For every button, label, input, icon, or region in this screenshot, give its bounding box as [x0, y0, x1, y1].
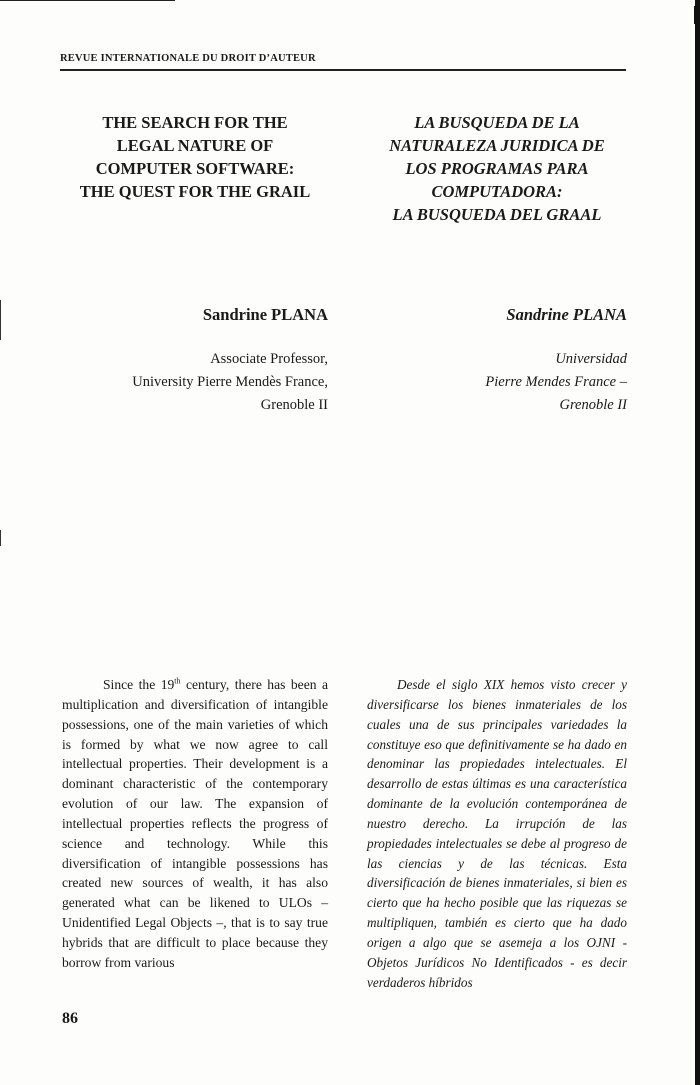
right-page-edge — [695, 0, 700, 1085]
spanish-author: Sandrine PLANA — [506, 305, 627, 324]
right-edge-mark — [694, 6, 696, 24]
english-body-rest: century, there has been a multiplication and diversification of intangible possessions, one of the main varieties of which is formed by what we now agree to call intellectual properties. Their development is a dominant characteristic of the contemporary evolution of our law. The expansion of intellectual properties reflects the progress of science and technology. While this diversification of intangible possessions has created new sources of wealth, it has also generated what can be likened to ULOs – Unidentified Legal Objects –, that is to say true hybrids that are difficult to place because they borrow from various — [62, 677, 328, 970]
spanish-title-line: NATURALEZA JURIDICA DE — [389, 136, 605, 155]
english-body-paragraph — [62, 675, 328, 973]
english-body-start: Since the 19 — [103, 677, 175, 692]
spanish-title-line: LA BUSQUEDA DEL GRAAL — [392, 205, 602, 224]
english-title-line: COMPUTER SOFTWARE: — [95, 159, 295, 178]
running-header: REVUE INTERNATIONALE DU DROIT D’AUTEUR — [60, 53, 316, 64]
english-affiliation-line: Associate Professor, — [210, 351, 328, 367]
top-border-line — [0, 0, 175, 1]
page-number: 86 — [62, 1010, 78, 1027]
spanish-title-line: COMPUTADORA: — [431, 182, 563, 201]
spanish-title — [367, 111, 627, 226]
english-affiliation — [62, 348, 328, 417]
spanish-affiliation-line: Grenoble II — [559, 397, 627, 413]
english-affiliation-line: University Pierre Mendès France, — [132, 374, 328, 390]
spanish-affiliation-line: Universidad — [555, 351, 627, 367]
spanish-title-line: LOS PROGRAMAS PARA — [405, 159, 589, 178]
spanish-affiliation — [367, 348, 627, 417]
left-edge-mark — [0, 530, 1, 546]
english-title — [62, 111, 328, 203]
english-author: Sandrine PLANA — [202, 305, 328, 324]
english-title-line: LEGAL NATURE OF — [116, 136, 274, 155]
ordinal-superscript: th — [174, 676, 181, 686]
english-affiliation-line: Grenoble II — [260, 397, 328, 413]
english-title-line: THE SEARCH FOR THE — [102, 113, 288, 132]
spanish-body-paragraph: Desde el siglo XIX hemos visto crecer y diversificarse los bienes inmateriales de los cuales una de sus principales variedades la constituye eso que definitivamente se ha dado en denominar las propiedades intelectuales. El desarrollo de estas últimas es una característica dominante de la evolución contemporánea de nuestro derecho. La irrupción de las propiedades intelectuales se debe al progreso de las ciencias y de las técnicas. Esta diversificación de bienes inmateriales, si bien es cierto que ha hecho posible que las riquezas se multipliquen, también es cierto que ha dado origen a algo que se asemeja a los OJNI - Objetos Jurídicos No Identificados - es decir verdaderos híbridos — [367, 677, 627, 990]
english-title-line: THE QUEST FOR THE GRAIL — [79, 182, 311, 201]
spanish-affiliation-line: Pierre Mendes France – — [485, 374, 627, 390]
spanish-title-line: LA BUSQUEDA DE LA — [414, 113, 580, 132]
left-edge-mark — [0, 300, 1, 340]
header-rule — [60, 69, 626, 71]
